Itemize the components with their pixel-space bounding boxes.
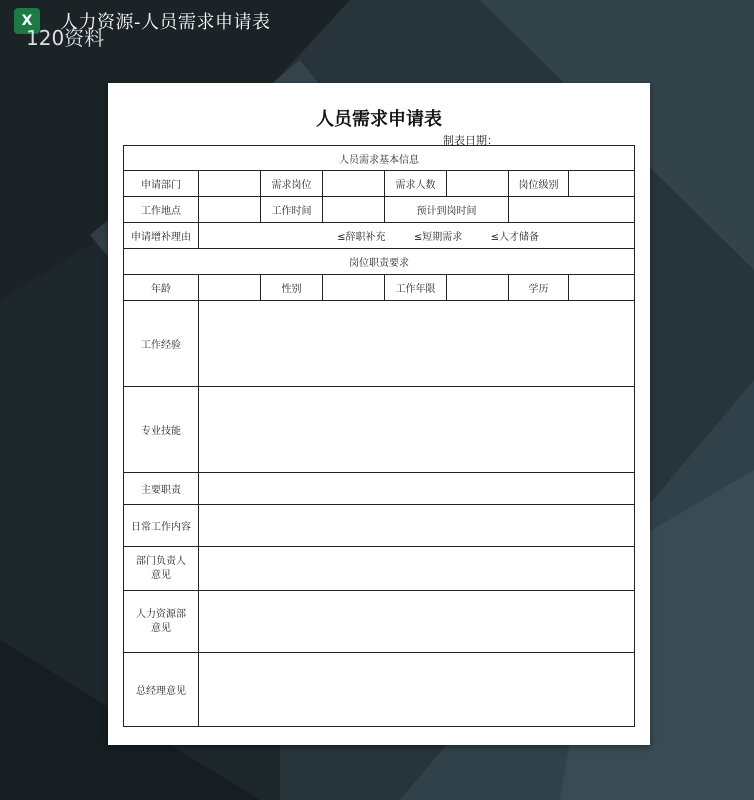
field-dept[interactable]	[199, 171, 261, 197]
label-gm-opinion: 总经理意见	[124, 653, 199, 727]
label-reason: 申请增补理由	[124, 223, 199, 249]
table-row	[124, 146, 635, 171]
label-headcount: 需求人数	[385, 171, 447, 197]
field-gender[interactable]	[323, 275, 385, 301]
section-duty: 岗位职责要求	[124, 249, 635, 275]
label-arrival: 预计到岗时间	[385, 197, 509, 223]
option-talent-reserve[interactable]: ≤人才储备	[490, 232, 540, 243]
label-gender: 性别	[261, 275, 323, 301]
form-title: 人员需求申请表	[316, 109, 442, 130]
label-dept: 申请部门	[124, 171, 199, 197]
label-duties: 主要职责	[124, 473, 199, 505]
table-row	[124, 505, 635, 547]
field-duties[interactable]	[199, 473, 635, 505]
requisition-table	[123, 145, 635, 727]
field-hr-opinion[interactable]	[199, 591, 635, 653]
field-skills[interactable]	[199, 387, 635, 473]
label-age: 年龄	[124, 275, 199, 301]
label-hr-opinion: 人力资源部 意见	[124, 591, 199, 653]
field-headcount[interactable]	[447, 171, 509, 197]
field-position[interactable]	[323, 171, 385, 197]
label-education: 学历	[509, 275, 569, 301]
field-years[interactable]	[447, 275, 509, 301]
table-row	[124, 275, 635, 301]
table-row	[124, 223, 635, 249]
field-reason	[199, 223, 635, 249]
table-row	[124, 591, 635, 653]
watermark-text: 120资料	[26, 26, 105, 50]
table-row	[124, 653, 635, 727]
field-daily-work[interactable]	[199, 505, 635, 547]
option-short-term[interactable]: ≤短期需求	[413, 232, 463, 243]
label-work-time: 工作时间	[261, 197, 323, 223]
field-location[interactable]	[199, 197, 261, 223]
field-work-time[interactable]	[323, 197, 385, 223]
label-dept-head-opinion: 部门负责人 意见	[124, 547, 199, 591]
field-dept-head-opinion[interactable]	[199, 547, 635, 591]
option-resignation[interactable]: ≤辞职补充	[337, 232, 386, 243]
label-years: 工作年限	[385, 275, 447, 301]
table-row	[124, 547, 635, 591]
field-arrival[interactable]	[509, 197, 635, 223]
field-level[interactable]	[569, 171, 635, 197]
label-level: 岗位级别	[509, 171, 569, 197]
table-row	[124, 301, 635, 387]
label-location: 工作地点	[124, 197, 199, 223]
table-row	[124, 197, 635, 223]
label-skills: 专业技能	[124, 387, 199, 473]
field-gm-opinion[interactable]	[199, 653, 635, 727]
header-title: 人力资源-人员需求申请表	[60, 12, 271, 33]
section-basic-info: 人员需求基本信息	[124, 146, 635, 171]
label-daily-work: 日常工作内容	[124, 505, 199, 547]
form-sheet	[108, 83, 650, 745]
field-education[interactable]	[569, 275, 635, 301]
table-row	[124, 249, 635, 275]
field-experience[interactable]	[199, 301, 635, 387]
label-experience: 工作经验	[124, 301, 199, 387]
date-label: 制表日期：	[443, 134, 498, 147]
label-position: 需求岗位	[261, 171, 323, 197]
table-row	[124, 387, 635, 473]
table-row	[124, 171, 635, 197]
excel-icon-letter: X	[21, 13, 33, 29]
table-row	[124, 473, 635, 505]
field-age[interactable]	[199, 275, 261, 301]
